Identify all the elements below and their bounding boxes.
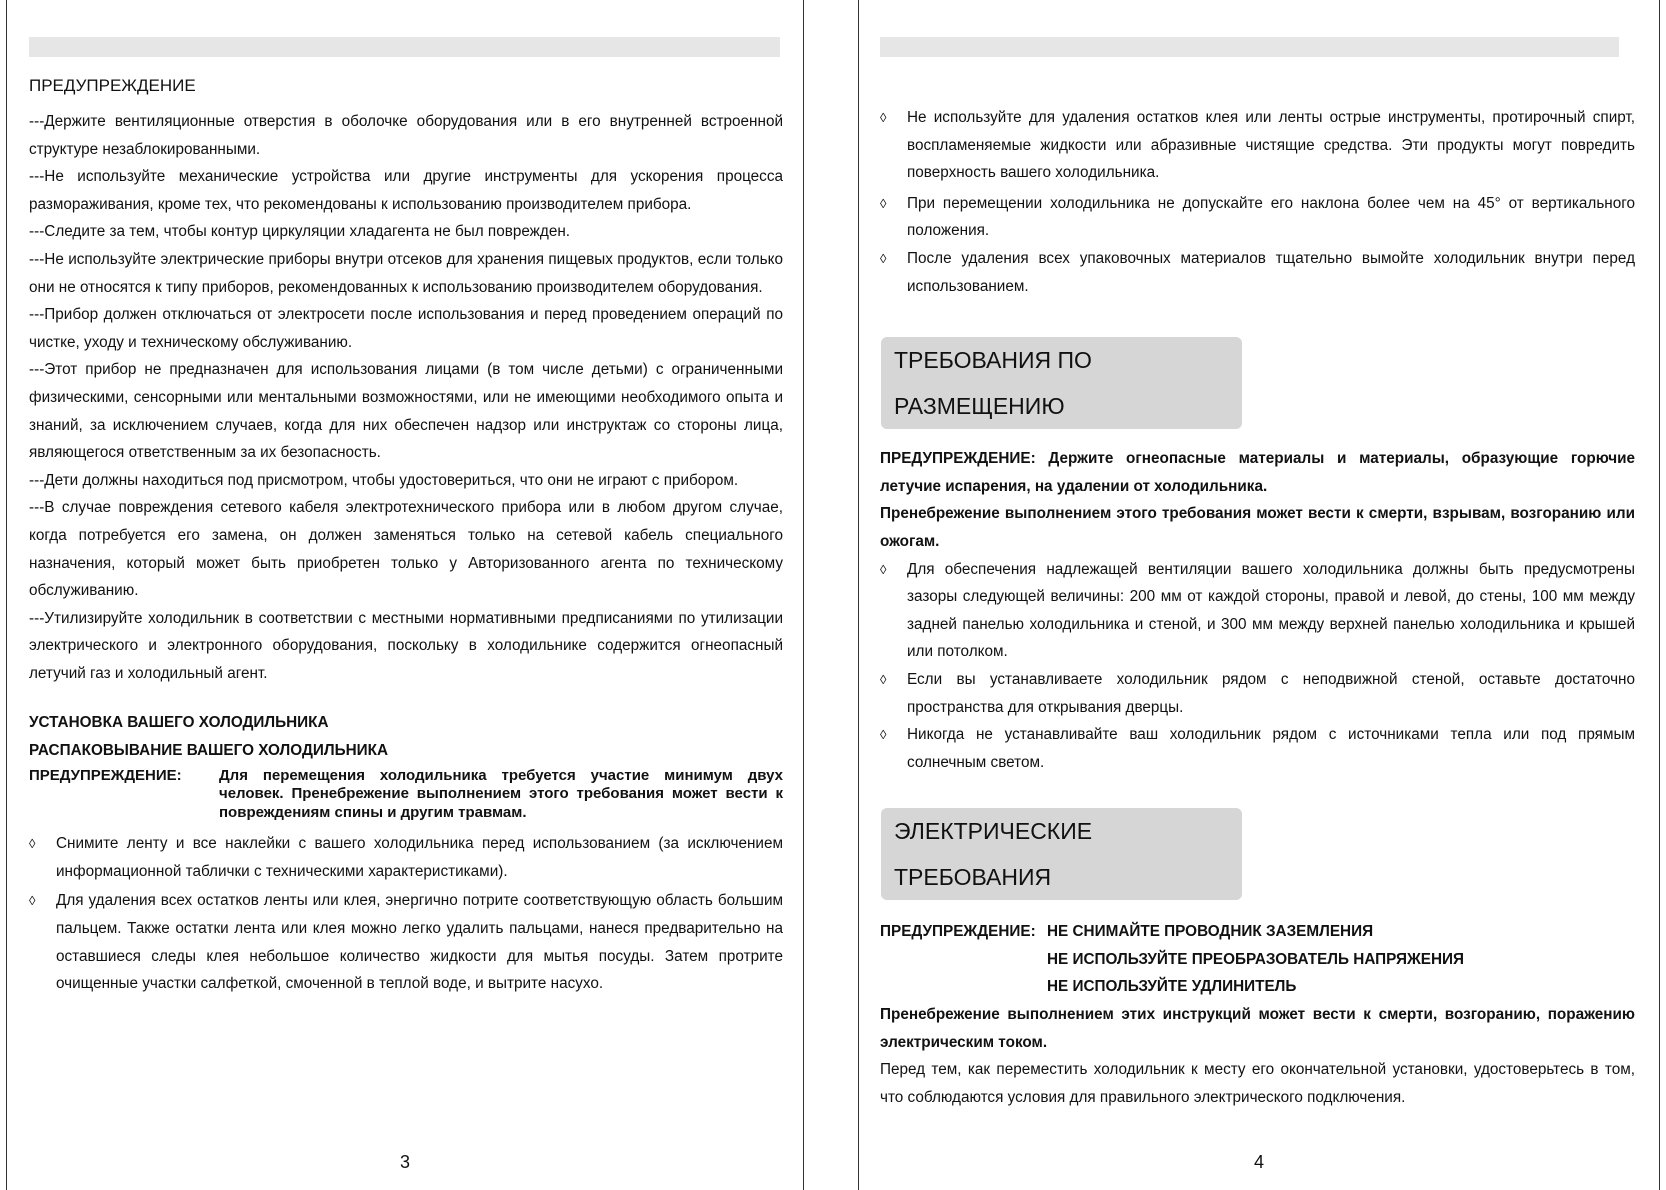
electrical-warning-line: НЕ СНИМАЙТЕ ПРОВОДНИК ЗАЗЕМЛЕНИЯ	[1047, 923, 1374, 941]
unpack-warning	[29, 767, 783, 823]
warning-item: ---Не используйте механические устройства или другие инструменты для ускорения процесса размораживания, кроме тех, что рекомендованы к использованию производителем прибора.	[29, 168, 783, 213]
warning-heading: ПРЕДУПРЕЖДЕНИЕ	[29, 76, 196, 95]
warning-item: ---В случае повреждения сетевого кабеля электротехнического прибора или в любом другом случае, когда потребуется его замена, он должен заменяться только на сетевой кабель специального назначения, который может быть приобретен только у Авторизованного агента по техническому обслуживанию.	[29, 499, 783, 600]
page-4	[858, 0, 1660, 1190]
page-number: 3	[399, 1152, 410, 1172]
list-item: ◊ Для удаления всех остатков ленты или клея, энергично потрите соответствующую область большим пальцем. Также остатки лента или клея можно легко удалить пальцами, нанеся предварительно на оставшиеся следы клея небольшое количество жидкости для мытья посуды. Затем протрите очищенные участки салфеткой, смоченной в теплой воде, и вытрите насухо.	[29, 887, 783, 997]
list-item: ◊ Снимите ленту и все наклейки с вашего холодильника перед использованием (за исключением информационной таблички с техническими характеристиками).	[29, 830, 783, 885]
list-item: ◊ Не используйте для удаления остатков клея или ленты острые инструменты, протирочный спирт, воспламеняемые жидкости или абразивные чистящие средства. Эти продукты могут повредить поверхность вашего холодильника.	[880, 104, 1635, 187]
warning-item: ---Держите вентиляционные отверстия в оболочке оборудования или в его внутренней встроенной структуре незаблокированными.	[29, 113, 783, 158]
warning-item: ---Утилизируйте холодильник в соответствии с местными нормативными предписаниями по утилизации электрического и электронного оборудования, поскольку в холодильнике содержится огнеопасный летучий газ и холодильный агент.	[29, 609, 783, 682]
list-item: ◊ Если вы устанавливаете холодильник рядом с неподвижной стеной, оставьте достаточно пространства для открывания дверцы.	[880, 666, 1635, 721]
diamond-bullet-icon: ◊	[880, 671, 887, 687]
warning-item: ---Этот прибор не предназначен для использования лицами (в том числе детьми) с ограниченными физическими, сенсорными или ментальными возможностями, или не имеющими необходимого опыта и знаний, за исключением случаев, когда для них обеспечен надзор или инструктаж со стороны лица, являющегося ответственным за их безопасность.	[29, 361, 783, 462]
placement-section-title: ТРЕБОВАНИЯ ПО РАЗМЕЩЕНИЮ	[881, 337, 1242, 429]
list-item: ◊ При перемещении холодильника не допускайте его наклона более чем на 45° от вертикального положения.	[880, 190, 1635, 245]
electrical-warning-label: ПРЕДУПРЕЖДЕНИЕ:	[880, 923, 1036, 941]
warning-item: ---Не используйте электрические приборы внутри отсеков для хранения пищевых продуктов, если только они не относятся к типу приборов, рекомендованных к использованию производителем оборудования.	[29, 250, 783, 296]
warning-item: ---Следите за тем, чтобы контур циркуляции хладагента не был поврежден.	[29, 223, 571, 241]
page-number: 4	[1253, 1152, 1264, 1172]
unpack-title: РАСПАКОВЫВАНИЕ ВАШЕГО ХОЛОДИЛЬНИКА	[29, 742, 389, 760]
list-item: ◊ После удаления всех упаковочных материалов тщательно вымойте холодильник внутри перед использованием.	[880, 245, 1635, 300]
placement-warning: ПРЕДУПРЕЖДЕНИЕ: Держите огнеопасные материалы и материалы, образующие горючие летучие испарения, на удалении от холодильника.	[880, 450, 1635, 495]
electrical-section-title: ЭЛЕКТРИЧЕСКИЕ ТРЕБОВАНИЯ	[881, 808, 1242, 900]
diamond-bullet-icon: ◊	[29, 836, 36, 852]
unpack-warning-label: ПРЕДУПРЕЖДЕНИЕ:	[29, 766, 182, 784]
electrical-warning-line: НЕ ИСПОЛЬЗУЙТЕ УДЛИНИТЕЛЬ	[1047, 978, 1297, 996]
unpack-warning-text: Для перемещения холодильника требуется участие минимум двух человек. Пренебрежение выполнением этого требования может вести к повреждениям спины и другим травмам.	[219, 766, 783, 821]
warning-item: ---Прибор должен отключаться от электросети после использования и перед проведением операций по чистке, уходу и техническому обслуживанию.	[29, 306, 783, 351]
page-3	[6, 0, 804, 1190]
electrical-note: Перед тем, как переместить холодильник к месту его окончательной установки, удостоверьтесь в том, что соблюдаются условия для правильного электрического подключения.	[880, 1061, 1635, 1106]
diamond-bullet-icon: ◊	[880, 110, 887, 125]
install-title: УСТАНОВКА ВАШЕГО ХОЛОДИЛЬНИКА	[29, 714, 329, 732]
placement-consequence: Пренебрежение выполнением этого требования может вести к смерти, взрывам, возгоранию или ожогам.	[880, 505, 1635, 550]
warning-item: ---Дети должны находиться под присмотром, чтобы удостовериться, что они не играют с прибором.	[29, 471, 739, 489]
electrical-warning-line: НЕ ИСПОЛЬЗУЙТЕ ПРЕОБРАЗОВАТЕЛЬ НАПРЯЖЕНИЯ	[1047, 950, 1465, 968]
diamond-bullet-icon: ◊	[29, 893, 36, 909]
diamond-bullet-icon: ◊	[880, 561, 887, 577]
electrical-warning	[880, 918, 1635, 946]
diamond-bullet-icon: ◊	[880, 727, 887, 743]
diamond-bullet-icon: ◊	[880, 195, 887, 211]
diamond-bullet-icon: ◊	[880, 250, 887, 266]
list-item: ◊ Для обеспечения надлежащей вентиляции вашего холодильника должны быть предусмотрены зазоры следующей величины: 200 мм от каждой стороны, правой и левой, до стены, 100 мм между задней панелью холодильника и стеной, и 300 мм между верхней панелью холодильника и крышей или потолком.	[880, 556, 1635, 666]
electrical-consequence: Пренебрежение выполнением этих инструкций может вести к смерти, возгоранию, поражению электрическим током.	[880, 1006, 1635, 1051]
list-item: ◊ Никогда не устанавливайте ваш холодильник рядом с источниками тепла или под прямым солнечным светом.	[880, 721, 1635, 776]
